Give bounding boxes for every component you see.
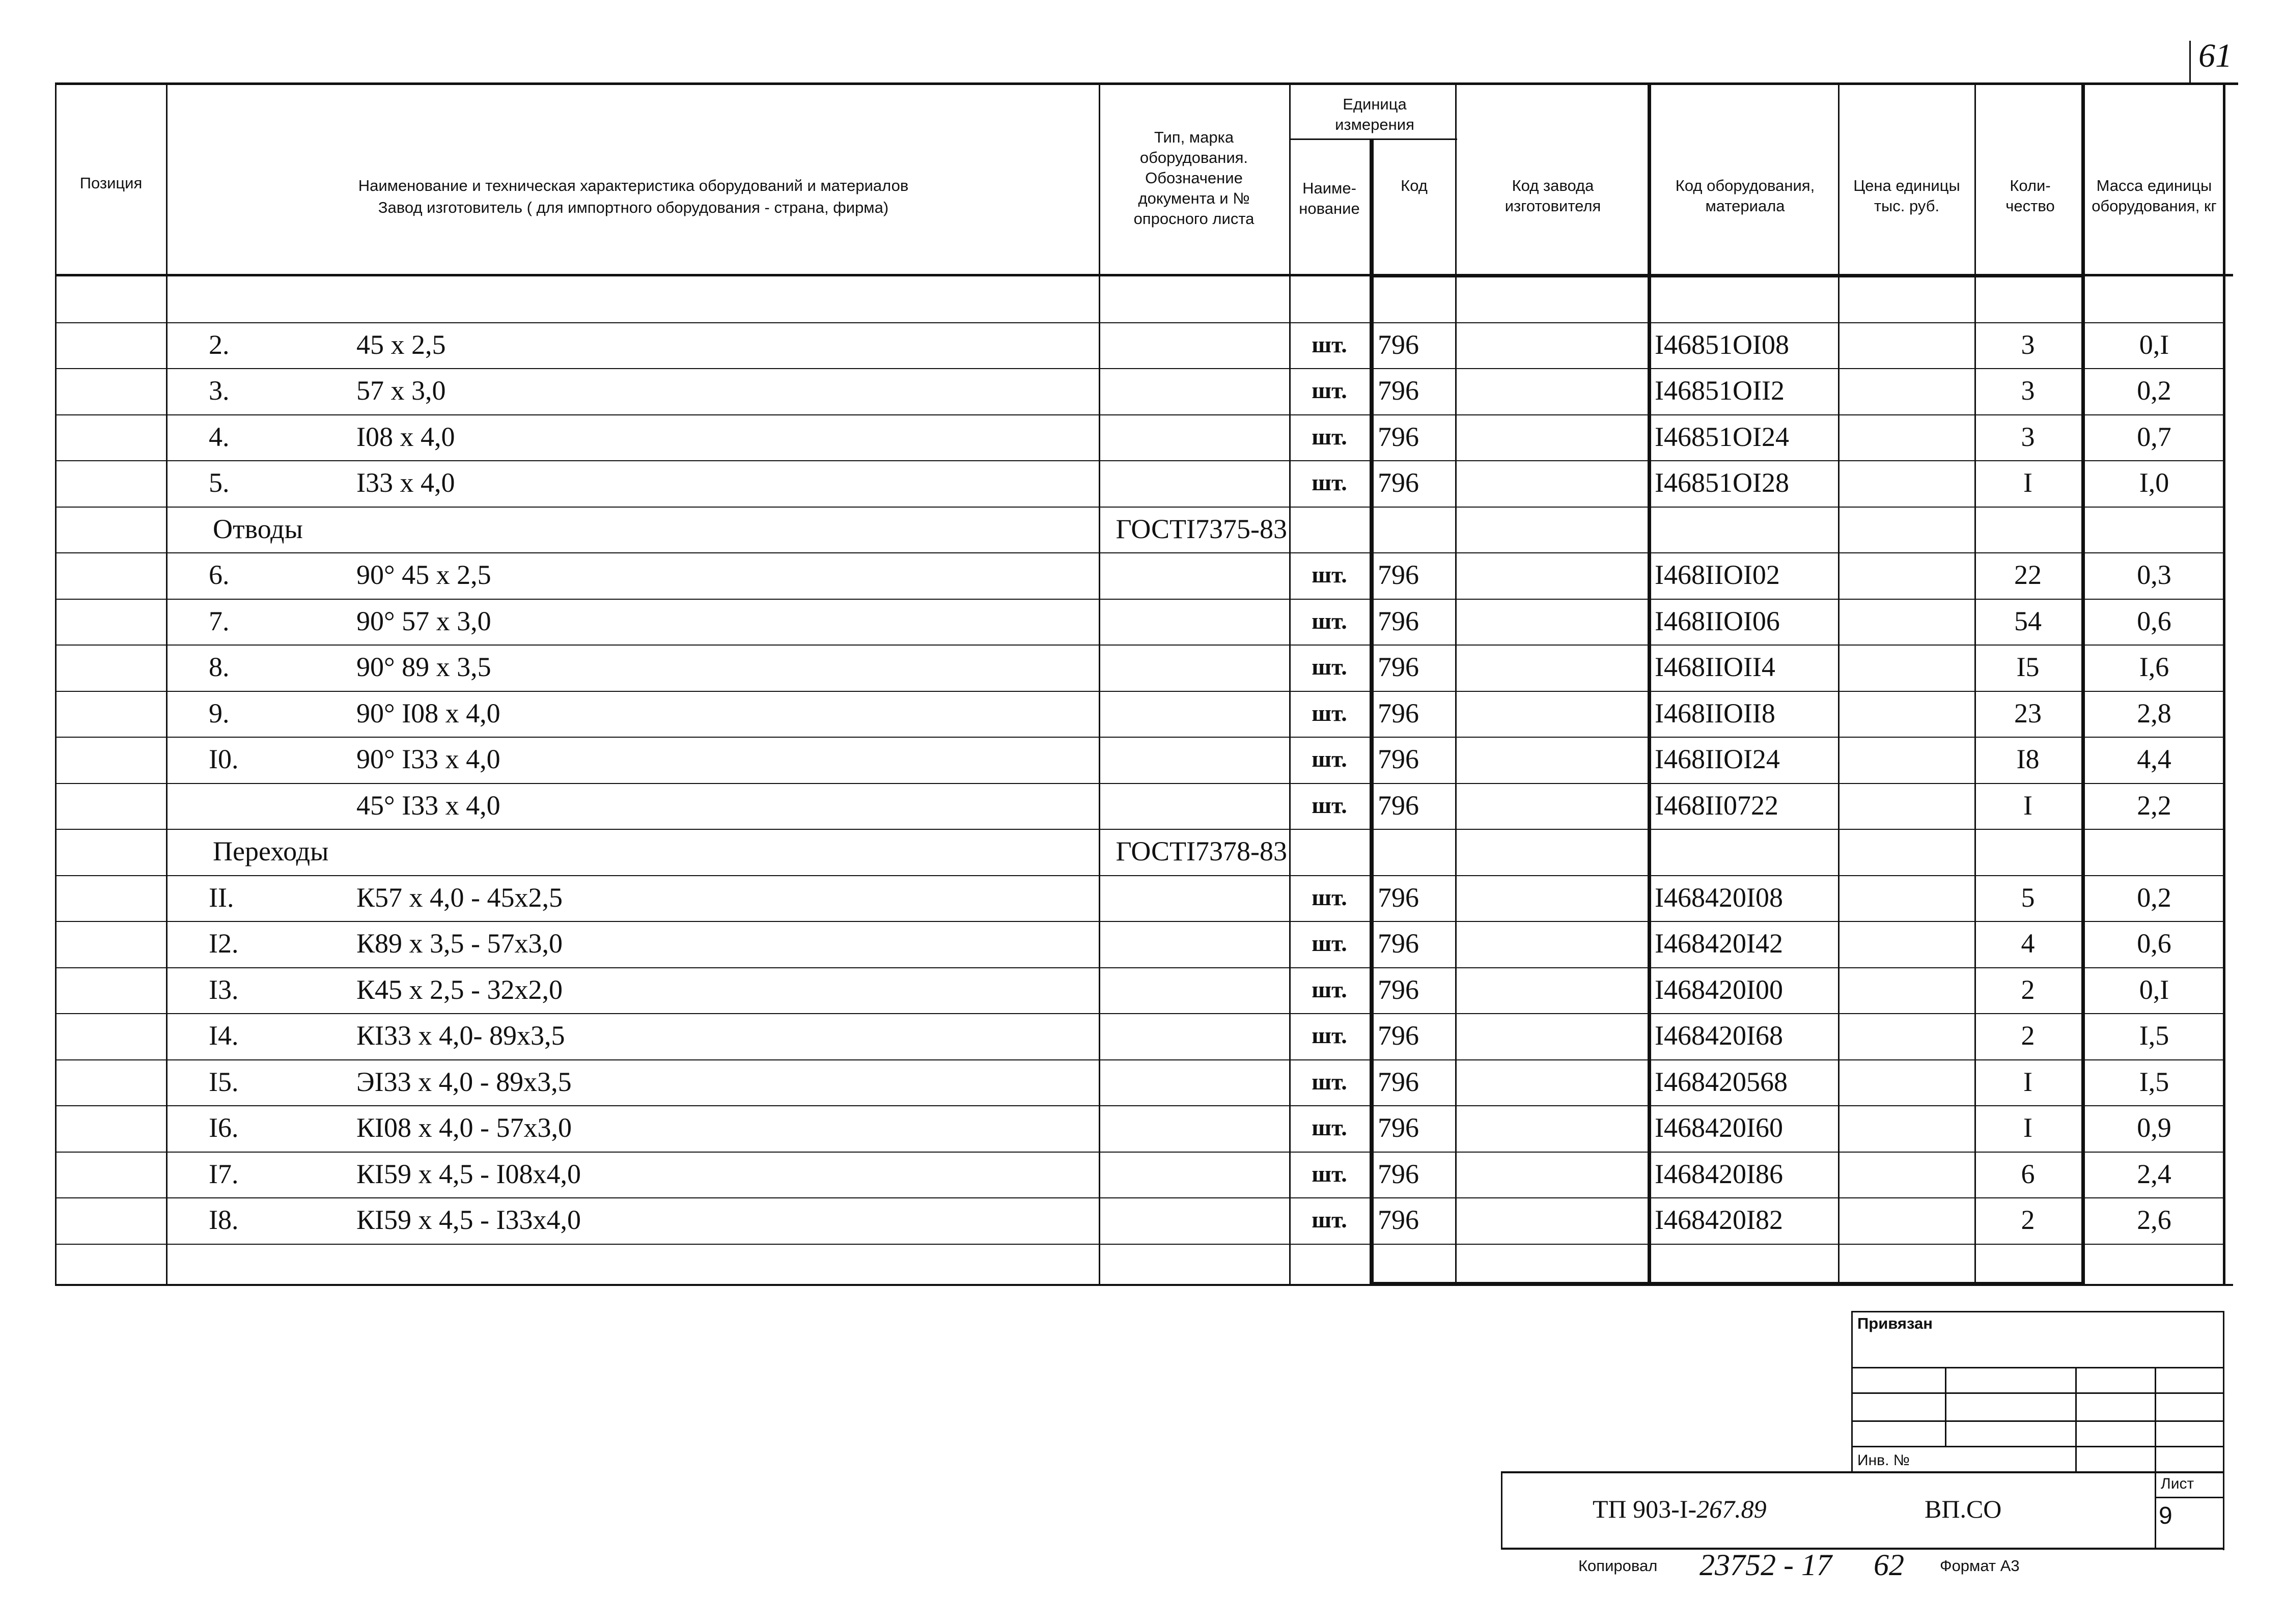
row-divider — [55, 645, 2223, 646]
cell-qty: 6 — [2021, 1158, 2035, 1189]
cell-unit: шт. — [1312, 1022, 1347, 1048]
cell-code: 796 — [1378, 605, 1419, 636]
cell-mass: 0,3 — [2137, 559, 2171, 590]
cell-mass: 2,6 — [2137, 1205, 2171, 1235]
doc-code-printed: ТП 903-I- — [1593, 1495, 1697, 1523]
cell-num: 4. — [209, 421, 230, 452]
cell-name: ЭI33 x 4,0 - 89x3,5 — [356, 1066, 572, 1097]
cell-unit: шт. — [1312, 930, 1347, 956]
cell-qty: I — [2023, 1066, 2032, 1097]
stamp-sheet-number: 9 — [2159, 1502, 2172, 1529]
cell-equip: I46851OI28 — [1655, 467, 1789, 498]
cell-name: К57 x 4,0 - 45x2,5 — [356, 882, 563, 913]
cell-equip: I468420I68 — [1655, 1020, 1783, 1051]
header-equip-code: Код оборудования, материала — [1675, 177, 1815, 215]
cell-equip: I468IIOI06 — [1655, 605, 1780, 636]
cell-mass: I,6 — [2139, 652, 2169, 682]
cell-mass: 2,4 — [2137, 1158, 2171, 1189]
cell-code: 796 — [1378, 697, 1419, 729]
cell-name: 90° I08 x 4,0 — [356, 697, 500, 729]
cell-mass: 0,I — [2139, 974, 2169, 1005]
header-name-line2: Завод изготовитель ( для импортного оборудования - страна, фирма) — [378, 199, 889, 216]
cell-qty: 2 — [2021, 1020, 2035, 1051]
cell-num: I0. — [209, 744, 239, 774]
cell-equip: I46851OII2 — [1655, 375, 1785, 406]
cell-num: I6. — [209, 1112, 239, 1143]
header-type: Тип, марка оборудования. Обозначение документа и № опросного листа — [1133, 128, 1255, 228]
cell-equip: I46851OI24 — [1655, 421, 1789, 452]
row-divider — [55, 322, 2223, 323]
cell-unit: шт. — [1312, 1160, 1347, 1187]
page-mark: 61 — [2198, 37, 2232, 74]
cell-name: 90° 57 x 3,0 — [356, 605, 491, 636]
cell-mass: 0,2 — [2137, 882, 2171, 913]
cell-code: 796 — [1378, 1112, 1419, 1143]
stamp-section: ВП.СО — [1925, 1495, 2002, 1523]
cell-qty: I5 — [2016, 652, 2040, 682]
cell-equip: I468IIOI02 — [1655, 559, 1780, 590]
row-divider — [55, 507, 2223, 508]
cell-qty: 4 — [2021, 928, 2035, 959]
cell-qty: 5 — [2021, 882, 2035, 913]
header-factory-code: Код завода изготовителя — [1504, 177, 1601, 215]
footer-copy-number: 23752 - 17 — [1699, 1548, 1832, 1582]
cell-equip: I468420I08 — [1655, 882, 1783, 913]
cell-code: 796 — [1378, 744, 1419, 774]
cell-unit: шт. — [1312, 976, 1347, 1002]
footer-format: Формат А3 — [1940, 1557, 2020, 1575]
cell-name: 90° I33 x 4,0 — [356, 744, 500, 774]
row-divider — [55, 691, 2223, 692]
row-divider — [55, 737, 2223, 738]
header-name-line1: Наименование и техническая характеристика оборудований и материалов — [358, 177, 909, 194]
stamp-sheet-label: Лист — [2161, 1475, 2194, 1492]
cell-name: 45 x 2,5 — [356, 329, 446, 360]
row-divider — [55, 967, 2223, 968]
cell-num: 3. — [209, 375, 230, 406]
row-divider — [55, 552, 2223, 553]
cell-name: К45 x 2,5 - 32x2,0 — [356, 974, 563, 1005]
cell-num: 9. — [209, 697, 230, 729]
cell-unit: шт. — [1312, 699, 1347, 726]
cell-name: КI33 x 4,0- 89x3,5 — [356, 1020, 565, 1051]
row-divider — [55, 414, 2223, 415]
cell-num: I8. — [209, 1205, 239, 1235]
cell-qty: I — [2023, 1112, 2032, 1143]
cell-qty: 2 — [2021, 1205, 2035, 1235]
cell-unit: шт. — [1312, 562, 1347, 587]
cell-qty: 3 — [2021, 421, 2035, 452]
row-divider — [55, 599, 2223, 600]
cell-mass: 0,2 — [2137, 375, 2171, 406]
cell-code: 796 — [1378, 559, 1419, 590]
cell-unit: шт. — [1312, 884, 1347, 910]
header-mass: Масса единицы оборудования, кг — [2092, 177, 2217, 215]
row-divider — [55, 1197, 2223, 1198]
cell-code: 796 — [1378, 882, 1419, 913]
cell-unit: шт. — [1312, 423, 1347, 450]
cell-qty: I — [2023, 467, 2032, 498]
cell-equip: I468420568 — [1655, 1066, 1788, 1097]
cell-qty: 3 — [2021, 375, 2035, 406]
cell-qty: I8 — [2016, 744, 2040, 774]
cell-code: 796 — [1378, 928, 1419, 959]
cell-name: КI59 x 4,5 - I08x4,0 — [356, 1158, 581, 1189]
row-divider — [55, 1244, 2223, 1245]
row-divider — [55, 368, 2223, 369]
cell-unit: шт. — [1312, 792, 1347, 818]
cell-unit: шт. — [1312, 377, 1347, 403]
cell-code: 796 — [1378, 790, 1419, 821]
header-qty: Коли- чество — [2005, 177, 2055, 215]
row-divider — [55, 1059, 2223, 1060]
cell-equip: I468420I82 — [1655, 1205, 1783, 1235]
cell-num: 7. — [209, 605, 230, 636]
section-heading: Отводы — [213, 513, 303, 544]
cell-code: 796 — [1378, 329, 1419, 360]
cell-equip: I468420I86 — [1655, 1158, 1783, 1189]
cell-code: 796 — [1378, 1158, 1419, 1189]
cell-num: I4. — [209, 1020, 239, 1051]
section-heading: Переходы — [213, 836, 329, 866]
cell-unit: шт. — [1312, 607, 1347, 634]
cell-mass: 0,9 — [2137, 1112, 2171, 1143]
cell-equip: I46851OI08 — [1655, 329, 1789, 360]
cell-equip: I468IIOII8 — [1655, 697, 1775, 729]
cell-code: 796 — [1378, 652, 1419, 682]
cell-unit: шт. — [1312, 654, 1347, 680]
cell-num: I3. — [209, 974, 239, 1005]
cell-mass: 0,7 — [2137, 421, 2171, 452]
cell-code: 796 — [1378, 974, 1419, 1005]
row-divider — [55, 1013, 2223, 1014]
stamp-doc-code — [1593, 1494, 1767, 1524]
cell-qty: 54 — [2014, 605, 2042, 636]
cell-unit: шт. — [1312, 1068, 1347, 1095]
cell-code: 796 — [1378, 1205, 1419, 1235]
cell-mass: I,0 — [2139, 467, 2169, 498]
cell-name: 45° I33 x 4,0 — [356, 790, 500, 821]
cell-mass: 4,4 — [2137, 744, 2171, 774]
cell-equip: I468420I00 — [1655, 974, 1783, 1005]
cell-num: 2. — [209, 329, 230, 360]
cell-mass: I,5 — [2139, 1020, 2169, 1051]
cell-code: 796 — [1378, 467, 1419, 498]
cell-mass: 2,2 — [2137, 790, 2171, 821]
cell-num: II. — [209, 882, 234, 913]
cell-qty: I — [2023, 790, 2032, 821]
cell-name: I08 x 4,0 — [356, 421, 455, 452]
cell-code: 796 — [1378, 421, 1419, 452]
header-unit-group: Единица измерения — [1335, 95, 1414, 133]
cell-doc: ГОСТI7378-83 — [1116, 836, 1287, 866]
cell-mass: I,5 — [2139, 1066, 2169, 1097]
cell-name: I33 x 4,0 — [356, 467, 455, 498]
cell-num: 5. — [209, 467, 230, 498]
cell-equip: I468IIOII4 — [1655, 652, 1775, 682]
cell-equip: I468420I60 — [1655, 1112, 1783, 1143]
cell-name: КI08 x 4,0 - 57x3,0 — [356, 1112, 572, 1143]
header-unit-code: Код — [1401, 177, 1428, 194]
cell-doc: ГОСТI7375-83 — [1116, 513, 1287, 544]
cell-name: 57 x 3,0 — [356, 375, 446, 406]
cell-qty: 22 — [2014, 559, 2042, 590]
cell-unit: шт. — [1312, 1114, 1347, 1140]
row-divider — [55, 921, 2223, 922]
cell-num: 8. — [209, 652, 230, 682]
cell-equip: I468420I42 — [1655, 928, 1783, 959]
row-divider — [55, 1152, 2223, 1153]
cell-mass: 2,8 — [2137, 697, 2171, 729]
row-divider — [55, 783, 2223, 784]
cell-name: КI59 x 4,5 - I33x4,0 — [356, 1205, 581, 1235]
cell-code: 796 — [1378, 1066, 1419, 1097]
header-position: Позиция — [79, 174, 143, 192]
row-divider — [55, 829, 2223, 830]
header-unit-name: Наиме- нование — [1299, 179, 1360, 217]
cell-name: 90° 89 x 3,5 — [356, 652, 491, 682]
row-divider — [55, 460, 2223, 461]
stamp-inv-label: Инв. № — [1857, 1452, 1910, 1469]
cell-mass: 0,6 — [2137, 605, 2171, 636]
cell-unit: шт. — [1312, 469, 1347, 495]
footer-copy-hand: 62 — [1874, 1548, 1904, 1582]
stamp-attached-label: Привязан — [1857, 1314, 1933, 1332]
cell-qty: 2 — [2021, 974, 2035, 1005]
header-price: Цена единицы тыс. руб. — [1853, 177, 1960, 215]
cell-name: 90° 45 x 2,5 — [356, 559, 491, 590]
cell-unit: шт. — [1312, 331, 1347, 357]
cell-num: I2. — [209, 928, 239, 959]
cell-name: К89 x 3,5 - 57x3,0 — [356, 928, 563, 959]
cell-num: I7. — [209, 1158, 239, 1189]
cell-mass: 0,6 — [2137, 928, 2171, 959]
row-divider — [55, 875, 2223, 876]
cell-qty: 23 — [2014, 697, 2042, 729]
cell-code: 796 — [1378, 375, 1419, 406]
row-divider — [55, 1105, 2223, 1106]
cell-unit: шт. — [1312, 746, 1347, 772]
cell-equip: I468IIOI24 — [1655, 744, 1780, 774]
cell-qty: 3 — [2021, 329, 2035, 360]
cell-num: I5. — [209, 1066, 239, 1097]
cell-equip: I468II0722 — [1655, 790, 1778, 821]
doc-code-handwritten: 267.89 — [1696, 1495, 1767, 1523]
cell-num: 6. — [209, 559, 230, 590]
cell-mass: 0,I — [2139, 329, 2169, 360]
footer-copied-label: Копировал — [1578, 1557, 1658, 1575]
cell-unit: шт. — [1312, 1207, 1347, 1233]
cell-code: 796 — [1378, 1020, 1419, 1051]
